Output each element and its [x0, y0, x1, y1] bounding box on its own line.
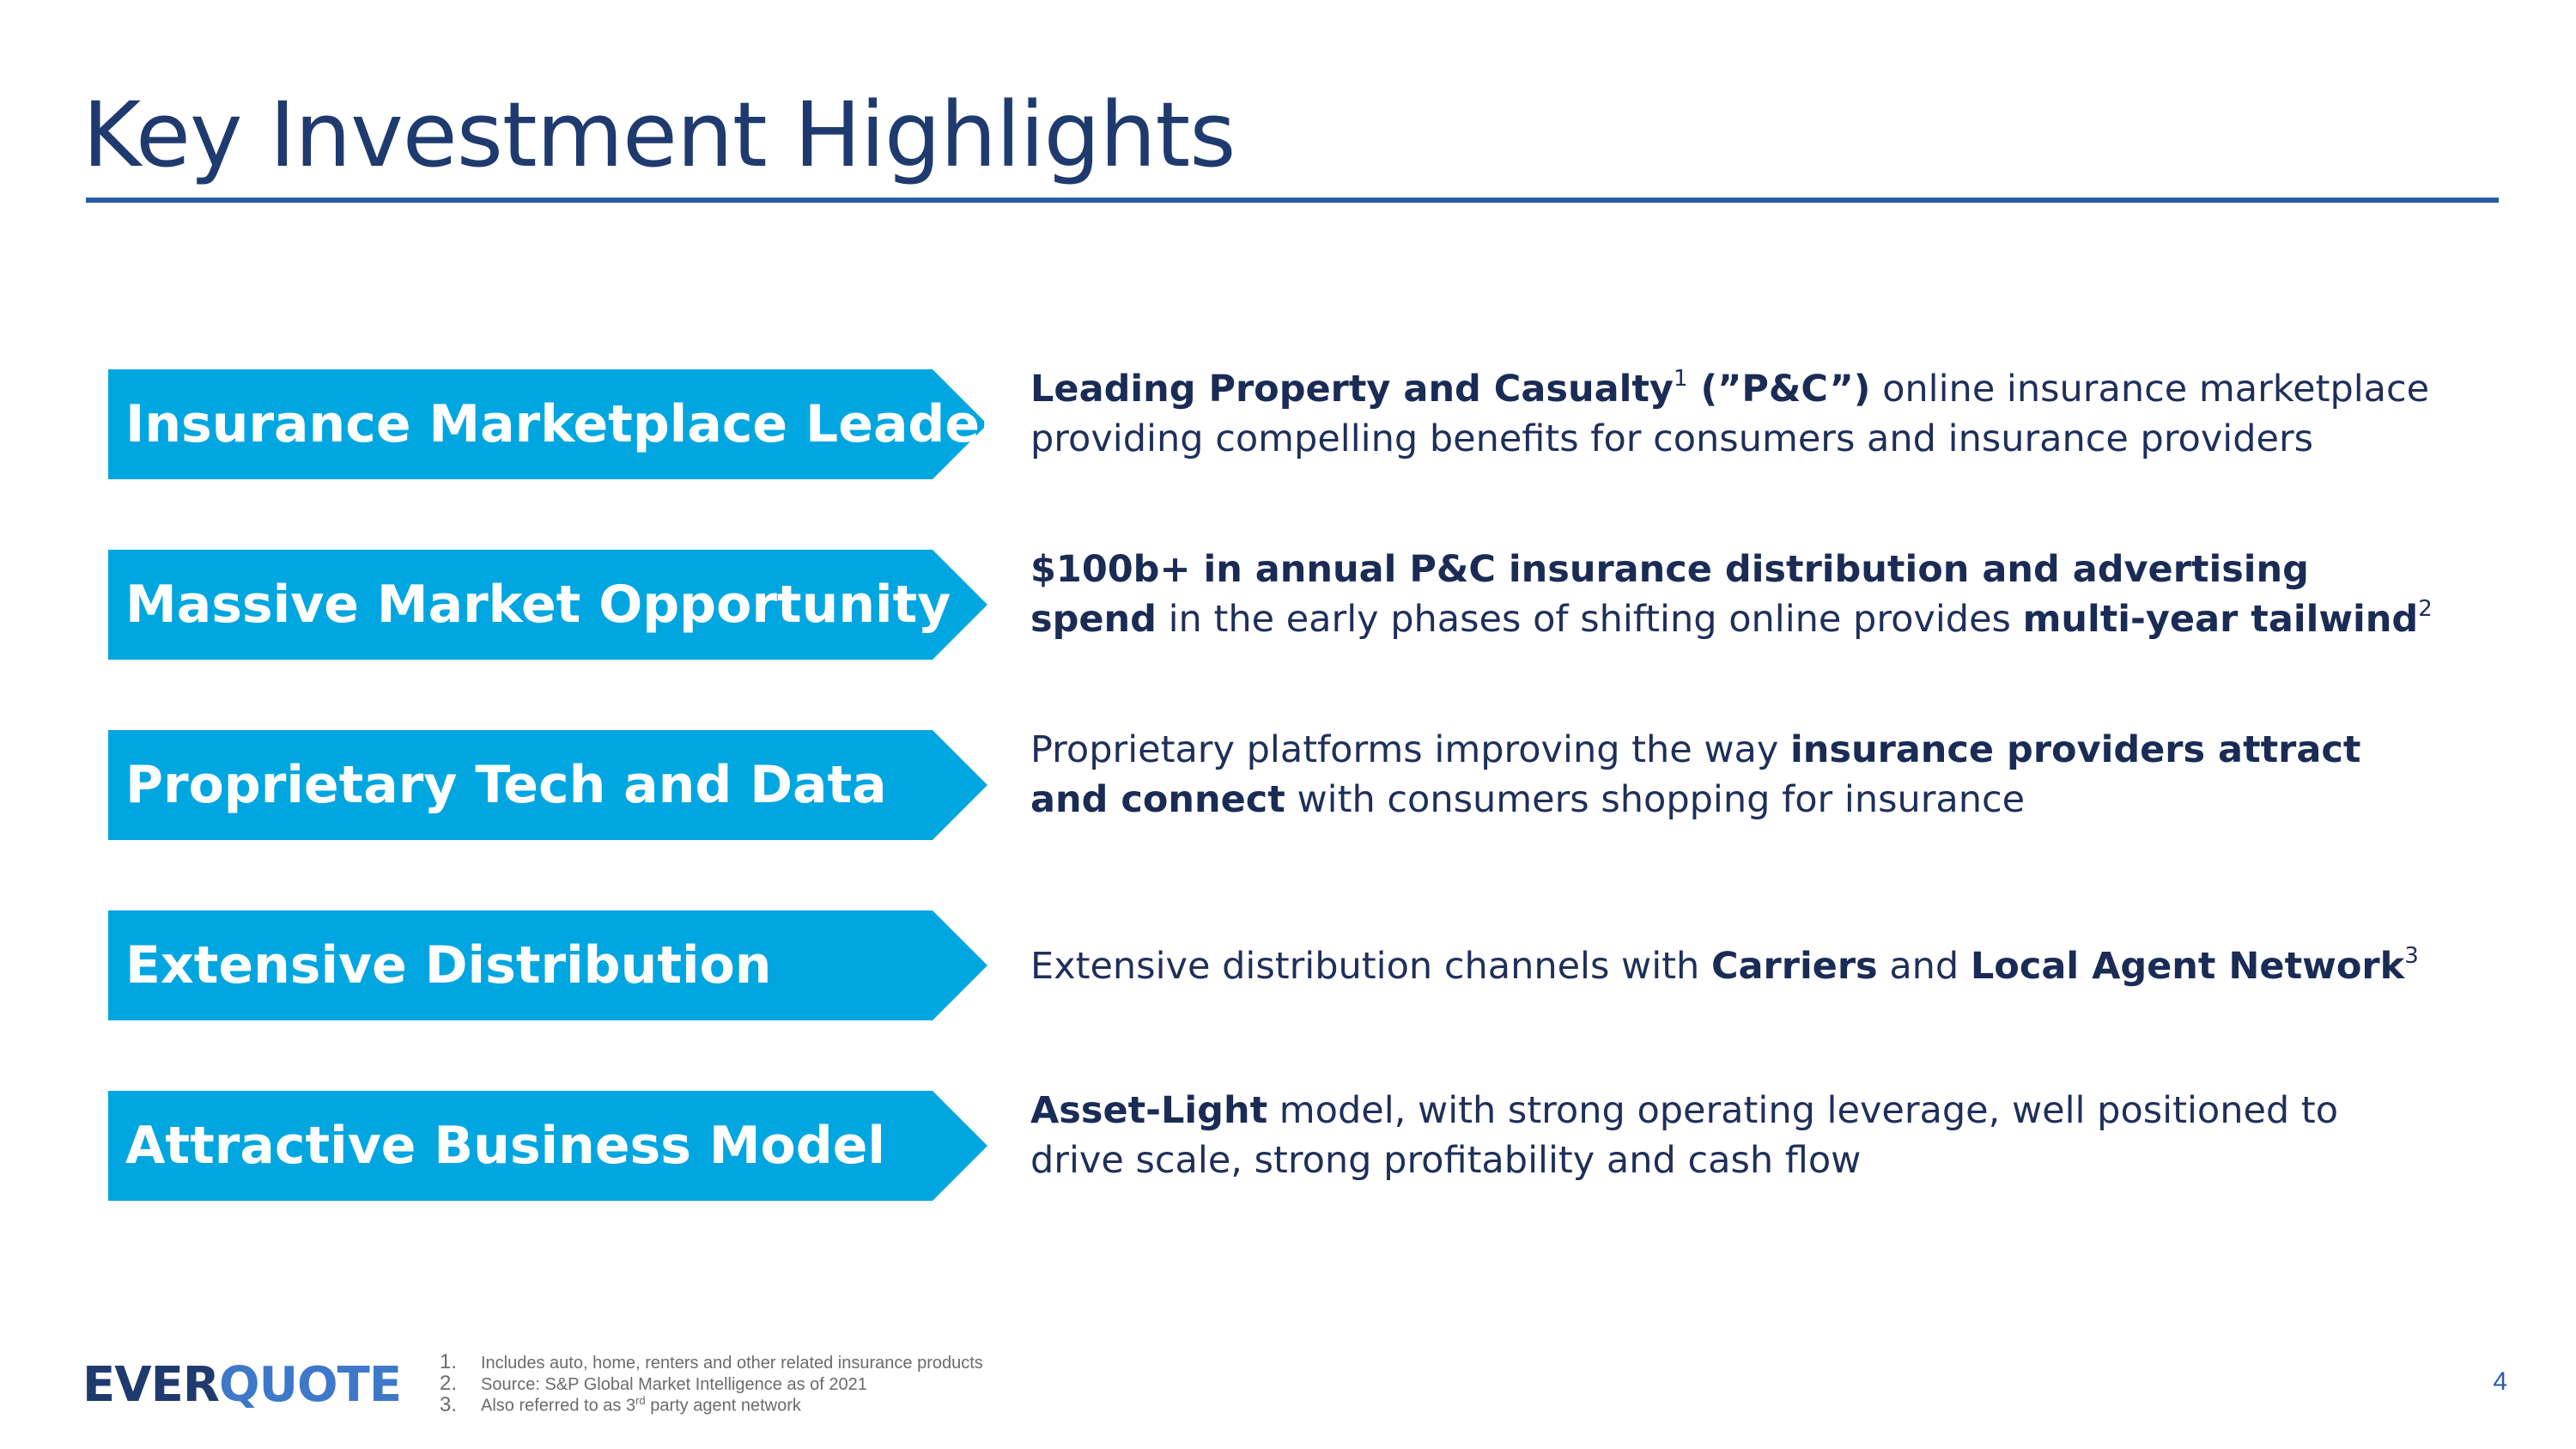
everquote-logo — [82, 1357, 401, 1413]
footnote-text: Source: S&P Global Market Intelligence as of 2021 — [481, 1375, 867, 1394]
footnote — [440, 1350, 983, 1372]
highlight-row — [0, 730, 2576, 840]
footnote-number: 1. — [440, 1350, 458, 1373]
highlight-description — [1030, 545, 2439, 644]
highlight-label: Proprietary Tech and Data — [125, 755, 887, 815]
highlight-label: Insurance Marketplace Leader — [125, 394, 1005, 454]
footnote-reference: 3 — [2404, 943, 2419, 969]
highlight-chevron — [108, 369, 1005, 479]
footnote — [440, 1372, 983, 1393]
footnote-reference: 2 — [2418, 596, 2433, 622]
highlight-description — [1030, 364, 2439, 464]
highlight-row — [0, 910, 2576, 1020]
highlight-label: Extensive Distribution — [125, 935, 772, 995]
highlight-row — [0, 550, 2576, 660]
description-bold-text: Asset-Light — [1030, 1089, 1268, 1132]
description-text: model, with strong operating leverage, well positioned to drive scale, strong profitability and cash flow — [1030, 1089, 2339, 1182]
description-bold-text: insurance providers attract and connect — [1030, 728, 2361, 821]
highlight-row — [0, 1091, 2576, 1201]
description-bold-text: Carriers — [1710, 945, 1878, 988]
highlight-chevron — [108, 910, 987, 1020]
highlight-chevron — [108, 550, 987, 660]
footnote-reference: 1 — [1673, 366, 1688, 392]
footnote-text-part: party agent network — [645, 1397, 801, 1416]
highlight-chevron — [108, 730, 987, 840]
description-bold-text: (”P&C”) — [1687, 368, 1871, 411]
logo-text-quote: QUOTE — [218, 1357, 402, 1413]
description-text: and — [1877, 945, 1971, 988]
page-title: Key Investment Highlights — [82, 82, 1236, 187]
footnote-superscript: rd — [635, 1394, 646, 1408]
footnote-text-part: Also referred to as 3 — [481, 1397, 636, 1416]
footnotes — [440, 1350, 983, 1415]
logo-text-ever: EVER — [82, 1357, 219, 1413]
footnote-number: 3. — [440, 1393, 458, 1416]
footnote — [440, 1393, 983, 1415]
footnote-number: 2. — [440, 1372, 458, 1395]
description-text: Extensive distribution channels with — [1030, 945, 1711, 988]
highlight-description — [1030, 941, 2439, 991]
description-bold-text: Local Agent Network — [1970, 945, 2405, 988]
description-text: with consumers shopping for insurance — [1285, 778, 2026, 821]
description-bold-text: Leading Property and Casualty — [1030, 368, 1674, 411]
title-divider — [86, 198, 2499, 203]
footnote-text — [481, 1394, 801, 1416]
page-number: 4 — [2493, 1367, 2507, 1396]
highlight-description — [1030, 1086, 2439, 1185]
description-text: online insurance marketplace providing compelling benefits for consumers and insurance providers — [1030, 368, 2430, 460]
highlight-description — [1030, 725, 2439, 825]
highlight-label: Attractive Business Model — [125, 1116, 885, 1176]
footnote-text: Includes auto, home, renters and other related insurance products — [481, 1354, 983, 1373]
description-text: in the early phases of shifting online provides — [1156, 598, 2023, 641]
description-bold-text: multi-year tailwind — [2022, 598, 2419, 641]
description-bold-text: $100b+ in annual P&C insurance distribution and advertising spend — [1030, 548, 2309, 641]
highlight-row — [0, 366, 2576, 479]
highlight-chevron — [108, 1091, 987, 1201]
description-text: Proprietary platforms improving the way — [1030, 728, 1791, 771]
highlight-label: Massive Market Opportunity — [125, 575, 951, 635]
